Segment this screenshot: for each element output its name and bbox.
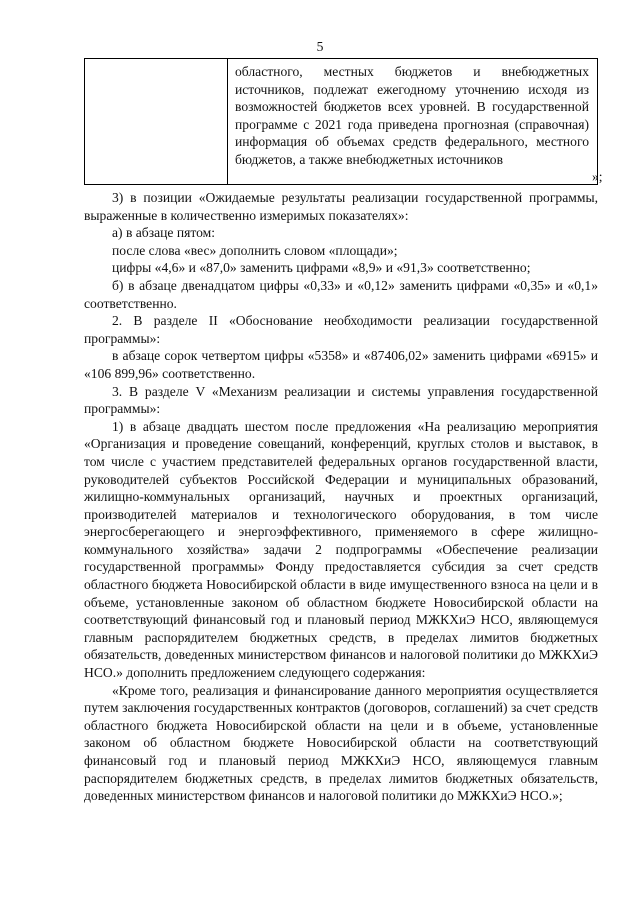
passport-table — [84, 58, 598, 185]
paragraph-digits-replace: цифры «4,6» и «87,0» заменить цифрами «8,9» и «91,3» соответственно; — [112, 260, 531, 276]
body-text — [84, 189, 598, 805]
paragraph-section-5-item-1: 1) в абзаце двадцать шестом после предложения «На реализацию мероприятия «Организация и проведение совещаний, конференций, круглых столов и выставок, в том числе с участием представителей федеральных органов государственной власти, руководителей субъектов Российской Федерации и муниципальных образований, жилищно-коммунальных организаций, научных и проектных организаций, производителей материалов и технологического оборудования, в том числе энергосберегающего и энергоэффективного, применяемого в сфере жилищно-коммунального хозяйства» задачи 2 подпрограммы «Обеспечение реализации государственной программы» Фонду предоставляется субсидия за счет средств областного бюджета Новосибирской области в виде имущественного взноса на цели и в объеме, установленные законом об областном бюджете Новосибирской области на соответствующий финансовый год и плановый период МЖКХиЭ НСО, являющемуся главным распорядителем бюджетных средств, в пределах лимитов бюджетных обязательств, доведенных министерством финансов и налоговой политики до МЖКХиЭ НСО.» дополнить предложением следующего содержания: — [84, 418, 598, 681]
paragraph-subitem-a: а) в абзаце пятом: — [112, 225, 216, 241]
paragraph-weight-area: после слова «вес» дополнить словом «площади»; — [112, 242, 398, 258]
paragraph-item-3: 3) в позиции «Ожидаемые результаты реализации государственной программы, выраженные в количественно измеримых показателях»: — [84, 190, 598, 223]
table-closing-quote: »; — [592, 169, 603, 184]
paragraph-section-2-change: в абзаце сорок четвертом цифры «5358» и «87406,02» заменить цифрами «6915» и «106 899,96» соответственно. — [84, 348, 598, 381]
paragraph-section-5: 3. В разделе V «Механизм реализации и системы управления государственной программы»: — [84, 383, 598, 417]
table-cell-text: областного, местных бюджетов и внебюджетных источников, подлежат ежегодному уточнению исходя из возможностей бюджетов всех уровней. В государственной программе с 2021 года приведена прогнозная (справочная) информация об объемах средств федерального, местного бюджетов, а также внебюджетных источников — [235, 64, 589, 167]
paragraph-subitem-b: б) в абзаце двенадцатом цифры «0,33» и «0,12» заменить цифрами «0,35» и «0,1» соответственно. — [84, 277, 598, 311]
paragraph-section-2: 2. В разделе II «Обоснование необходимости реализации государственной программы»: — [84, 313, 598, 346]
paragraph-added-sentence: «Кроме того, реализация и финансирование данного мероприятия осуществляется путем заключения государственных контрактов (договоров, соглашений) за счет средств областного бюджета Новосибирской области на цели и в объеме, установленные законом об областном бюджете Новосибирской области на соответствующий финансовый год и плановый период МЖКХиЭ НСО, являющемуся главным распорядителем бюджетных средств, в пределах лимитов бюджетных обязательств, доведенных министерством финансов и налоговой политики до МЖКХиЭ НСО.»; — [84, 682, 598, 804]
page-number: 5 — [316, 39, 324, 54]
table-column-divider — [227, 59, 228, 184]
